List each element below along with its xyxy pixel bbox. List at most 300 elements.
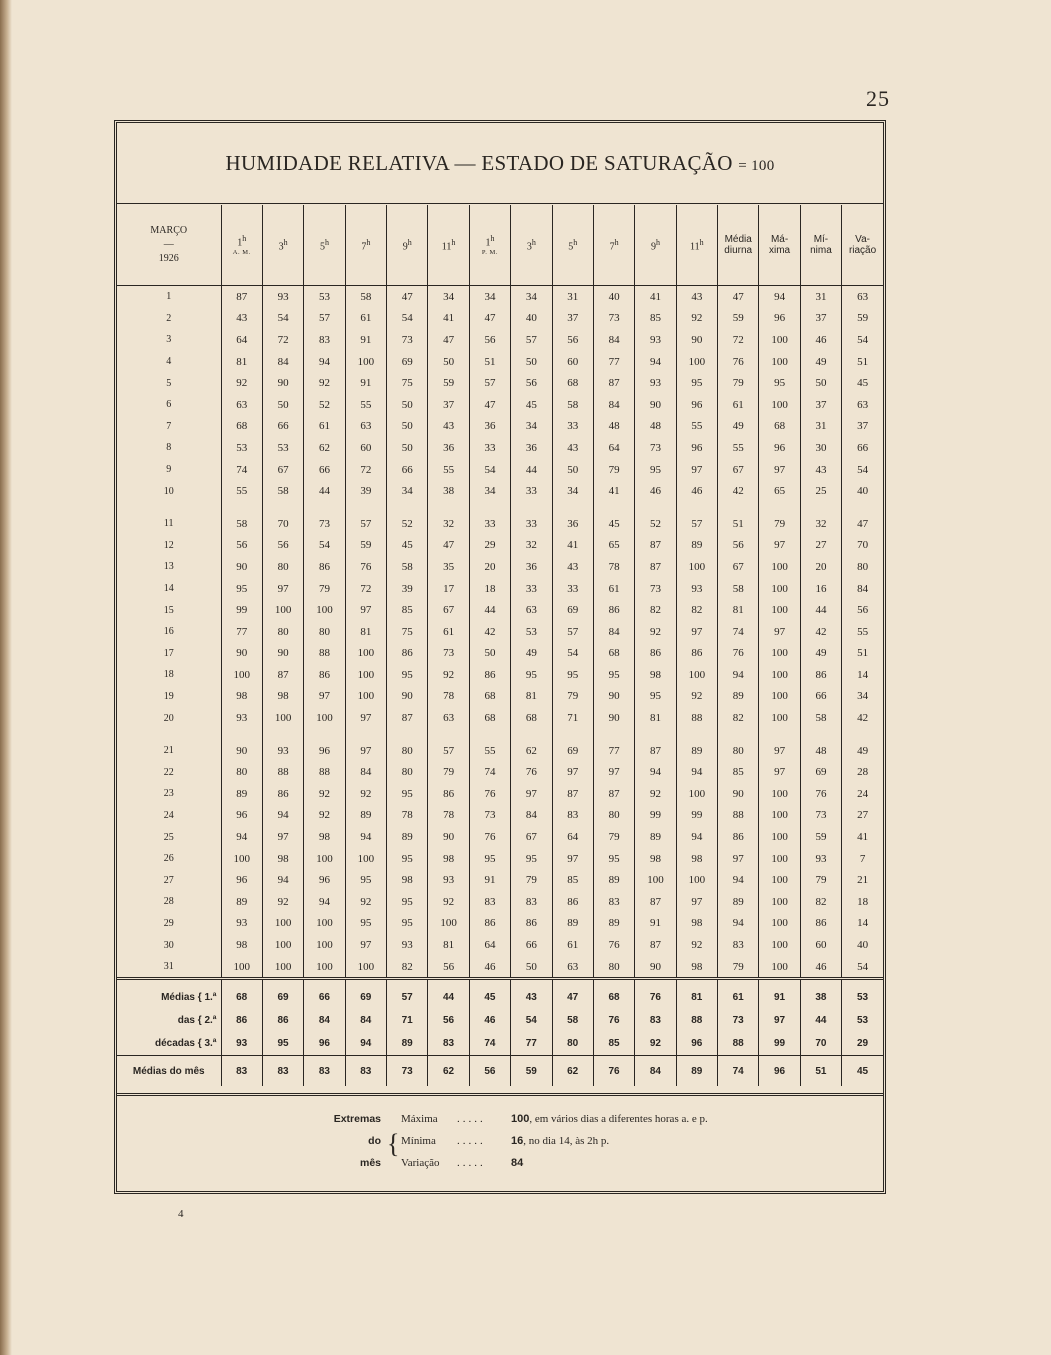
value-cell: 64: [552, 826, 593, 848]
ampm-label: P. M.: [481, 248, 498, 256]
value-cell: 73: [635, 437, 676, 459]
value-cell: 84: [842, 578, 883, 600]
page-number: 25: [866, 86, 890, 111]
month-mean-cell: 74: [718, 1056, 759, 1087]
value-cell: 68: [511, 707, 552, 729]
value-cell: 83: [593, 891, 634, 913]
value-cell: 87: [635, 934, 676, 956]
value-cell: 79: [800, 869, 841, 891]
value-cell: 84: [262, 351, 303, 373]
extreme-name: Máxima: [401, 1113, 438, 1125]
value-cell: 97: [345, 740, 386, 762]
value-cell: 66: [387, 459, 428, 481]
value-cell: 24: [842, 783, 883, 805]
day-cell: 5: [166, 377, 172, 389]
value-cell: 93: [676, 578, 717, 600]
value-cell: 80: [593, 805, 634, 827]
value-cell: 69: [552, 740, 593, 762]
decade-brace: {: [195, 1015, 205, 1027]
value-cell: 86: [428, 783, 469, 805]
value-cell: 100: [759, 934, 800, 956]
value-cell: 92: [428, 664, 469, 686]
gap-cell: [593, 729, 634, 740]
value-cell: 44: [304, 480, 345, 502]
day-cell: 7: [166, 420, 172, 432]
value-cell: 79: [511, 869, 552, 891]
ampm-label: A. M.: [232, 248, 251, 256]
gap-cell: [221, 729, 262, 740]
value-cell: 57: [676, 513, 717, 535]
extreme-row: [297, 1135, 857, 1157]
value-cell: 56: [718, 535, 759, 557]
value-cell: 36: [511, 556, 552, 578]
value-cell: 91: [345, 372, 386, 394]
decade-ordinal: 3.ª: [204, 1038, 217, 1050]
value-cell: 54: [387, 308, 428, 330]
hour-header: [469, 205, 510, 286]
hour-unit: h: [407, 237, 412, 247]
table-row: [117, 351, 883, 373]
extreme-text: , no dia 14, às 2h p.: [523, 1135, 610, 1147]
value-cell: 21: [842, 869, 883, 891]
value-cell: 51: [842, 643, 883, 665]
value-cell: 69: [387, 351, 428, 373]
value-cell: 84: [345, 761, 386, 783]
month-mean-cell: 84: [635, 1056, 676, 1087]
value-cell: 99: [221, 599, 262, 621]
title-suffix: = 100: [738, 158, 775, 174]
mean-cell: 69: [262, 979, 303, 1010]
month-name: MARÇO: [150, 225, 188, 236]
hour-header: [593, 205, 634, 286]
value-cell: 65: [759, 480, 800, 502]
value-cell: 99: [635, 805, 676, 827]
value-cell: 60: [345, 437, 386, 459]
value-cell: 36: [428, 437, 469, 459]
value-cell: 40: [842, 934, 883, 956]
value-cell: 93: [221, 707, 262, 729]
value-cell: 89: [221, 891, 262, 913]
value-cell: 42: [469, 621, 510, 643]
value-cell: 66: [842, 437, 883, 459]
value-cell: 68: [759, 416, 800, 438]
value-cell: 43: [676, 286, 717, 308]
value-cell: 46: [676, 480, 717, 502]
value-cell: 94: [676, 761, 717, 783]
table-row: [117, 913, 883, 935]
value-cell: 81: [221, 351, 262, 373]
value-cell: 47: [718, 286, 759, 308]
value-cell: 97: [759, 621, 800, 643]
value-cell: 31: [800, 416, 841, 438]
value-cell: 97: [511, 783, 552, 805]
value-cell: 94: [759, 286, 800, 308]
value-cell: 93: [262, 286, 303, 308]
extremes-label: do: [368, 1135, 381, 1147]
value-cell: 93: [800, 848, 841, 870]
extreme-name: Variação: [401, 1157, 440, 1169]
value-cell: 59: [345, 535, 386, 557]
value-cell: 100: [304, 913, 345, 935]
value-cell: 92: [304, 805, 345, 827]
value-cell: 93: [262, 740, 303, 762]
value-cell: 50: [800, 372, 841, 394]
gap-cell: [842, 729, 883, 740]
variacao-header-line: riação: [848, 245, 877, 256]
gap-cell: [800, 502, 841, 513]
value-cell: 50: [469, 643, 510, 665]
value-cell: 86: [469, 913, 510, 935]
value-cell: 18: [469, 578, 510, 600]
value-cell: 100: [759, 805, 800, 827]
value-cell: 100: [262, 934, 303, 956]
value-cell: 72: [345, 578, 386, 600]
minima-header-line: nima: [810, 245, 832, 256]
value-cell: 100: [759, 329, 800, 351]
value-cell: 90: [428, 826, 469, 848]
month-mean-cell: 83: [345, 1056, 386, 1087]
value-cell: 92: [345, 783, 386, 805]
value-cell: 97: [759, 535, 800, 557]
value-cell: 97: [552, 848, 593, 870]
value-cell: 73: [469, 805, 510, 827]
day-cell: 3: [166, 334, 172, 346]
value-cell: 90: [221, 643, 262, 665]
value-cell: 71: [552, 707, 593, 729]
value-cell: 95: [552, 664, 593, 686]
value-cell: 48: [800, 740, 841, 762]
value-cell: 47: [842, 513, 883, 535]
extreme-name: Mínima: [401, 1135, 436, 1147]
value-cell: 35: [428, 556, 469, 578]
hour-header: [345, 205, 386, 286]
value-cell: 34: [842, 686, 883, 708]
value-cell: 73: [428, 643, 469, 665]
value-cell: 92: [676, 308, 717, 330]
value-cell: 97: [759, 761, 800, 783]
value-cell: 50: [262, 394, 303, 416]
day-cell: 17: [163, 647, 174, 659]
variacao-header: [842, 205, 883, 286]
mean-cell: 94: [345, 1032, 386, 1056]
day-cell: 20: [163, 712, 174, 724]
value-cell: 100: [759, 707, 800, 729]
day-cell: 22: [163, 766, 174, 778]
value-cell: 63: [552, 956, 593, 979]
value-cell: 89: [345, 805, 386, 827]
value-cell: 96: [221, 805, 262, 827]
means-body: [117, 979, 883, 1087]
mean-cell: 68: [221, 979, 262, 1010]
value-cell: 90: [262, 643, 303, 665]
value-cell: 86: [304, 556, 345, 578]
mean-cell: 91: [759, 979, 800, 1010]
month-mean-cell: 56: [469, 1056, 510, 1087]
month-header: [117, 205, 221, 286]
mean-cell: 47: [552, 979, 593, 1010]
mean-cell: 88: [676, 1009, 717, 1032]
value-cell: 54: [842, 329, 883, 351]
value-cell: 82: [676, 599, 717, 621]
day-cell: 27: [163, 874, 174, 886]
title-text: HUMIDADE RELATIVA — ESTADO DE SATURAÇÃO: [225, 151, 733, 175]
value-cell: 81: [511, 686, 552, 708]
month-mean-cell: 83: [262, 1056, 303, 1087]
table-row: [117, 308, 883, 330]
value-cell: 100: [345, 664, 386, 686]
value-cell: 92: [635, 621, 676, 643]
value-cell: 90: [635, 394, 676, 416]
table-row: [117, 869, 883, 891]
table-row: [117, 783, 883, 805]
value-cell: 61: [593, 578, 634, 600]
value-cell: 100: [676, 664, 717, 686]
value-cell: 56: [221, 535, 262, 557]
month-dash: —: [163, 239, 174, 250]
gap-cell: [387, 729, 428, 740]
value-cell: 96: [676, 394, 717, 416]
decade-ordinal: 1.ª: [204, 992, 217, 1004]
value-cell: 43: [428, 416, 469, 438]
media-header: [718, 205, 759, 286]
value-cell: 33: [469, 437, 510, 459]
value-cell: 63: [842, 394, 883, 416]
value-cell: 89: [718, 891, 759, 913]
mean-cell: 69: [345, 979, 386, 1010]
mean-cell: 86: [262, 1009, 303, 1032]
value-cell: 50: [428, 351, 469, 373]
means-label-word: décadas: [154, 1038, 195, 1050]
day-cell: 23: [163, 788, 174, 800]
value-cell: 95: [345, 869, 386, 891]
value-cell: 56: [552, 329, 593, 351]
day-cell: 30: [163, 939, 174, 951]
month-mean-cell: 76: [593, 1056, 634, 1087]
value-cell: 66: [511, 934, 552, 956]
value-cell: 100: [345, 848, 386, 870]
value-cell: 79: [759, 513, 800, 535]
folio-number: 4: [178, 1208, 184, 1220]
value-cell: 100: [304, 599, 345, 621]
decade-gap-row: [117, 729, 883, 740]
mean-cell: 54: [511, 1009, 552, 1032]
extreme-row: [297, 1113, 857, 1135]
day-cell: 14: [163, 583, 174, 595]
value-cell: 100: [345, 686, 386, 708]
value-cell: 100: [759, 956, 800, 979]
value-cell: 53: [262, 437, 303, 459]
value-cell: 79: [593, 826, 634, 848]
title-band: [117, 123, 883, 204]
value-cell: 100: [304, 707, 345, 729]
value-cell: 36: [511, 437, 552, 459]
value-cell: 96: [221, 869, 262, 891]
value-cell: 100: [221, 956, 262, 979]
mean-cell: 71: [387, 1009, 428, 1032]
hour-value: 11: [689, 241, 700, 253]
value-cell: 63: [345, 416, 386, 438]
value-cell: 87: [552, 783, 593, 805]
value-cell: 98: [262, 686, 303, 708]
extremes-brace: {: [387, 1128, 400, 1159]
value-cell: 95: [345, 913, 386, 935]
value-cell: 82: [800, 891, 841, 913]
gap-cell: [676, 729, 717, 740]
mean-cell: 96: [676, 1032, 717, 1056]
value-cell: 47: [428, 535, 469, 557]
mean-cell: 44: [428, 979, 469, 1010]
value-cell: 86: [635, 643, 676, 665]
value-cell: 52: [387, 513, 428, 535]
table-row: [117, 286, 883, 308]
hour-header: [304, 205, 345, 286]
mean-cell: 76: [635, 979, 676, 1010]
gap-cell: [552, 729, 593, 740]
value-cell: 83: [718, 934, 759, 956]
value-cell: 90: [387, 686, 428, 708]
mean-cell: 86: [221, 1009, 262, 1032]
day-cell: 4: [166, 356, 172, 368]
extremes-block: [297, 1113, 857, 1179]
value-cell: 85: [387, 599, 428, 621]
day-cell: 31: [163, 961, 174, 973]
value-cell: 80: [387, 740, 428, 762]
value-cell: 89: [387, 826, 428, 848]
mean-cell: 53: [842, 979, 883, 1010]
page-title: [117, 151, 883, 176]
year: 1926: [158, 253, 179, 264]
table-row: [117, 437, 883, 459]
value-cell: 34: [428, 286, 469, 308]
value-cell: 34: [511, 416, 552, 438]
value-cell: 59: [842, 308, 883, 330]
value-cell: 48: [635, 416, 676, 438]
value-cell: 97: [676, 621, 717, 643]
hour-header: [676, 205, 717, 286]
value-cell: 86: [304, 664, 345, 686]
gap-cell: [428, 502, 469, 513]
value-cell: 99: [676, 805, 717, 827]
mean-cell: 92: [635, 1032, 676, 1056]
value-cell: 61: [428, 621, 469, 643]
value-cell: 43: [221, 308, 262, 330]
value-cell: 86: [800, 913, 841, 935]
value-cell: 85: [718, 761, 759, 783]
mean-cell: 99: [759, 1032, 800, 1056]
value-cell: 87: [262, 664, 303, 686]
table-row: [117, 848, 883, 870]
day-cell: 16: [163, 626, 174, 638]
value-cell: 92: [428, 891, 469, 913]
value-cell: 33: [511, 480, 552, 502]
value-cell: 86: [676, 643, 717, 665]
value-cell: 61: [718, 394, 759, 416]
value-cell: 51: [469, 351, 510, 373]
mean-cell: 83: [428, 1032, 469, 1056]
mean-cell: 97: [759, 1009, 800, 1032]
value-cell: 96: [759, 308, 800, 330]
value-cell: 44: [469, 599, 510, 621]
value-cell: 51: [842, 351, 883, 373]
value-cell: 51: [718, 513, 759, 535]
value-cell: 73: [387, 329, 428, 351]
value-cell: 94: [718, 869, 759, 891]
value-cell: 92: [676, 686, 717, 708]
value-cell: 42: [800, 621, 841, 643]
value-cell: 14: [842, 664, 883, 686]
value-cell: 81: [428, 934, 469, 956]
mean-cell: 38: [800, 979, 841, 1010]
month-mean-row: [117, 1056, 883, 1087]
value-cell: 93: [635, 372, 676, 394]
value-cell: 98: [676, 956, 717, 979]
value-cell: 34: [469, 480, 510, 502]
value-cell: 94: [635, 761, 676, 783]
leader-dots: .....: [457, 1135, 486, 1147]
value-cell: 90: [718, 783, 759, 805]
mean-cell: 44: [800, 1009, 841, 1032]
gap-cell: [345, 729, 386, 740]
value-cell: 84: [593, 394, 634, 416]
value-cell: 30: [800, 437, 841, 459]
value-cell: 93: [635, 329, 676, 351]
means-label-word: Médias: [161, 992, 195, 1004]
value-cell: 88: [304, 643, 345, 665]
value-cell: 86: [800, 664, 841, 686]
table-row: [117, 578, 883, 600]
value-cell: 67: [428, 599, 469, 621]
value-cell: 89: [593, 913, 634, 935]
book-spine-shadow: [0, 0, 12, 1355]
value-cell: 79: [718, 956, 759, 979]
value-cell: 41: [593, 480, 634, 502]
decade-mean-row: [117, 1032, 883, 1056]
hour-unit: h: [614, 237, 619, 247]
value-cell: 72: [718, 329, 759, 351]
hour-unit: h: [490, 234, 495, 244]
value-cell: 100: [759, 826, 800, 848]
table-row: [117, 416, 883, 438]
table-row: [117, 394, 883, 416]
value-cell: 20: [469, 556, 510, 578]
value-cell: 46: [635, 480, 676, 502]
value-cell: 88: [304, 761, 345, 783]
value-cell: 31: [552, 286, 593, 308]
value-cell: 47: [469, 308, 510, 330]
value-cell: 96: [676, 437, 717, 459]
value-cell: 93: [387, 934, 428, 956]
value-cell: 97: [262, 578, 303, 600]
value-cell: 100: [428, 913, 469, 935]
value-cell: 95: [593, 664, 634, 686]
value-cell: 74: [469, 761, 510, 783]
value-cell: 87: [635, 740, 676, 762]
value-cell: 41: [842, 826, 883, 848]
value-cell: 49: [842, 740, 883, 762]
value-cell: 76: [718, 351, 759, 373]
value-cell: 39: [345, 480, 386, 502]
gap-cell: [117, 502, 221, 513]
value-cell: 32: [428, 513, 469, 535]
value-cell: 91: [635, 913, 676, 935]
days-body: [117, 286, 883, 979]
value-cell: 45: [511, 394, 552, 416]
value-cell: 70: [262, 513, 303, 535]
value-cell: 94: [718, 664, 759, 686]
mean-cell: 66: [304, 979, 345, 1010]
value-cell: 100: [759, 664, 800, 686]
value-cell: 57: [511, 329, 552, 351]
